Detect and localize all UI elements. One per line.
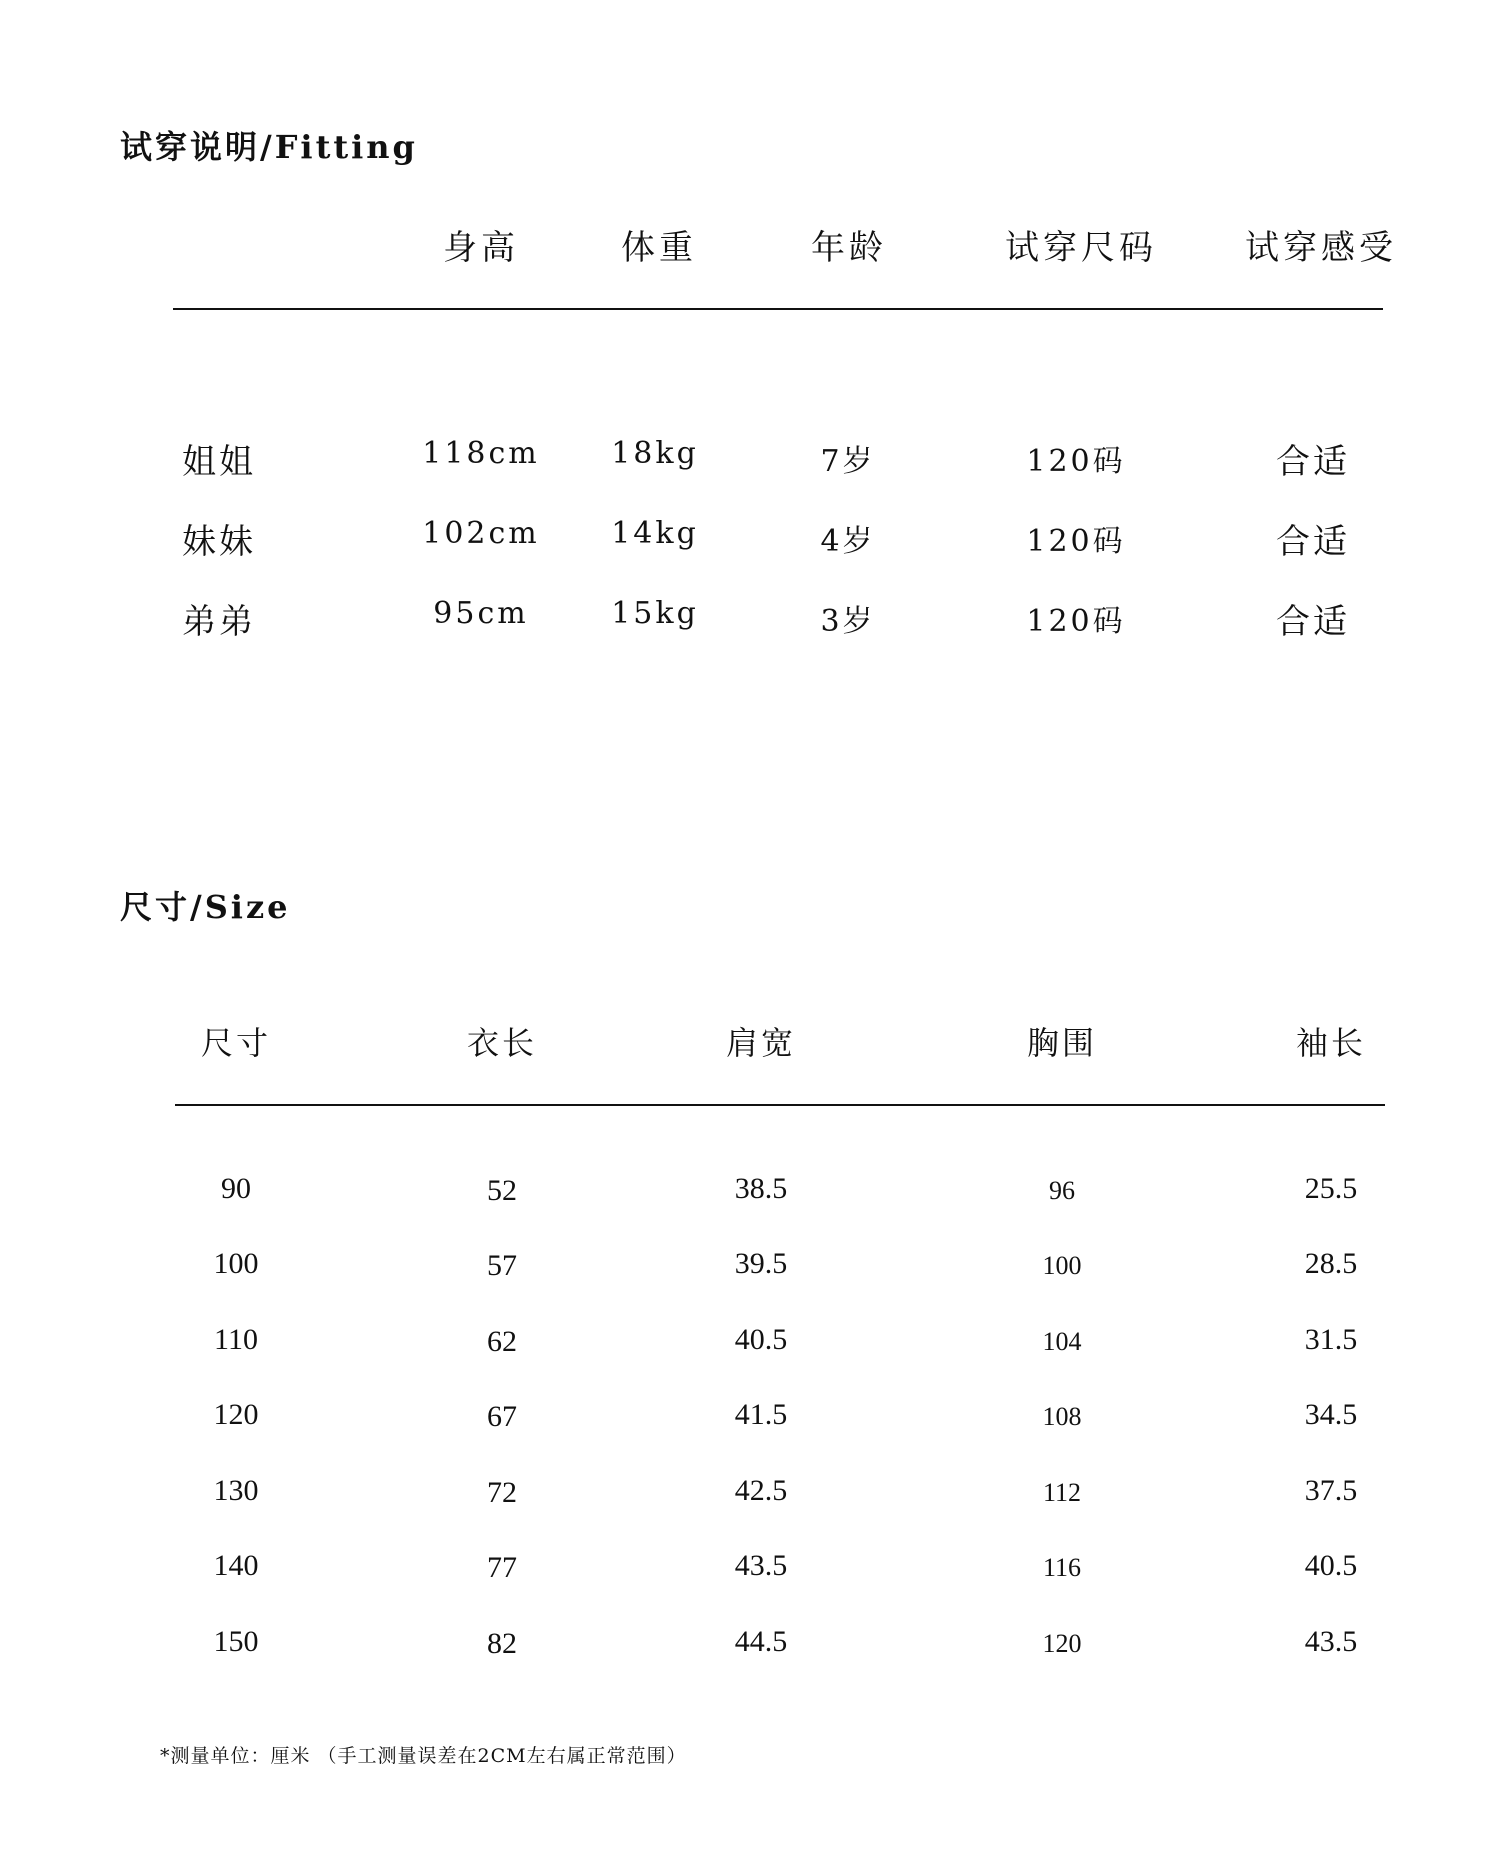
size-cell-chest: 112	[1042, 1478, 1082, 1507]
size-cell-length: 67	[487, 1400, 517, 1433]
size-header-divider	[175, 1104, 1385, 1106]
fitting-section-title: 试穿说明/Fitting	[120, 128, 418, 166]
fitting-row-size: 120码	[1026, 444, 1126, 479]
size-cell-chest: 108	[1042, 1402, 1082, 1431]
size-cell-shoulder: 40.5	[734, 1323, 788, 1356]
size-cell-sleeve: 40.5	[1304, 1549, 1358, 1582]
fitting-header-height: 身高	[443, 228, 519, 268]
size-cell-sleeve: 31.5	[1304, 1323, 1358, 1356]
size-cell-length: 72	[487, 1476, 517, 1509]
fitting-row-age: 4岁	[820, 524, 876, 559]
fitting-header-age: 年龄	[811, 228, 887, 268]
fitting-row-weight: 15kg	[611, 596, 699, 631]
size-header-length: 衣长	[466, 1024, 538, 1062]
size-cell-shoulder: 44.5	[734, 1625, 788, 1658]
fitting-header-divider	[173, 308, 1383, 310]
size-cell-sleeve: 43.5	[1304, 1625, 1358, 1658]
fitting-row-age: 3岁	[820, 604, 876, 639]
size-cell-chest: 104	[1042, 1327, 1082, 1356]
fitting-row-feel: 合适	[1276, 442, 1350, 482]
fitting-row-name: 妹妹	[182, 522, 256, 562]
fitting-row-feel: 合适	[1276, 602, 1350, 642]
fitting-row-height: 118cm	[422, 436, 540, 471]
size-cell-length: 82	[487, 1627, 517, 1660]
fitting-row-name: 姐姐	[182, 442, 256, 482]
size-cell-size: 100	[213, 1247, 259, 1280]
fitting-row-age: 7岁	[820, 444, 876, 479]
size-header-sleeve: 袖长	[1295, 1024, 1367, 1062]
size-cell-sleeve: 25.5	[1304, 1172, 1358, 1205]
size-cell-size: 140	[213, 1549, 259, 1582]
size-header-size: 尺寸	[200, 1024, 272, 1062]
fitting-row-weight: 18kg	[611, 436, 699, 471]
size-cell-chest: 120	[1042, 1629, 1082, 1658]
fitting-row-size: 120码	[1026, 604, 1126, 639]
size-header-chest: 胸围	[1026, 1024, 1098, 1062]
fitting-row-name: 弟弟	[182, 602, 256, 642]
fitting-header-feel: 试穿感受	[1245, 228, 1397, 268]
fitting-row-weight: 14kg	[611, 516, 699, 551]
size-cell-length: 77	[487, 1551, 517, 1584]
size-cell-size: 120	[213, 1398, 259, 1431]
size-cell-length: 52	[487, 1174, 517, 1207]
size-cell-shoulder: 39.5	[734, 1247, 788, 1280]
size-cell-size: 150	[213, 1625, 259, 1658]
size-cell-sleeve: 28.5	[1304, 1247, 1358, 1280]
size-cell-shoulder: 43.5	[734, 1549, 788, 1582]
size-cell-chest: 96	[1049, 1176, 1075, 1205]
size-cell-chest: 116	[1042, 1553, 1082, 1582]
fitting-header-weight: 体重	[621, 228, 697, 268]
fitting-row-size: 120码	[1026, 524, 1126, 559]
fitting-row-feel: 合适	[1276, 522, 1350, 562]
size-cell-length: 57	[487, 1249, 517, 1282]
size-cell-size: 130	[213, 1474, 259, 1507]
size-cell-chest: 100	[1042, 1251, 1082, 1280]
fitting-header-size: 试穿尺码	[1005, 228, 1157, 268]
size-cell-sleeve: 34.5	[1304, 1398, 1358, 1431]
measurement-note: *测量单位：厘米 （手工测量误差在2CM左右属正常范围）	[160, 1745, 687, 1767]
size-cell-shoulder: 41.5	[734, 1398, 788, 1431]
size-cell-size: 110	[214, 1323, 258, 1356]
size-cell-shoulder: 38.5	[734, 1172, 788, 1205]
size-cell-size: 90	[221, 1172, 251, 1205]
size-cell-length: 62	[487, 1325, 517, 1358]
size-cell-sleeve: 37.5	[1304, 1474, 1358, 1507]
fitting-row-height: 102cm	[422, 516, 540, 551]
size-section-title: 尺寸/Size	[120, 888, 291, 926]
fitting-row-height: 95cm	[433, 596, 529, 631]
size-header-shoulder: 肩宽	[725, 1024, 797, 1062]
size-cell-shoulder: 42.5	[734, 1474, 788, 1507]
